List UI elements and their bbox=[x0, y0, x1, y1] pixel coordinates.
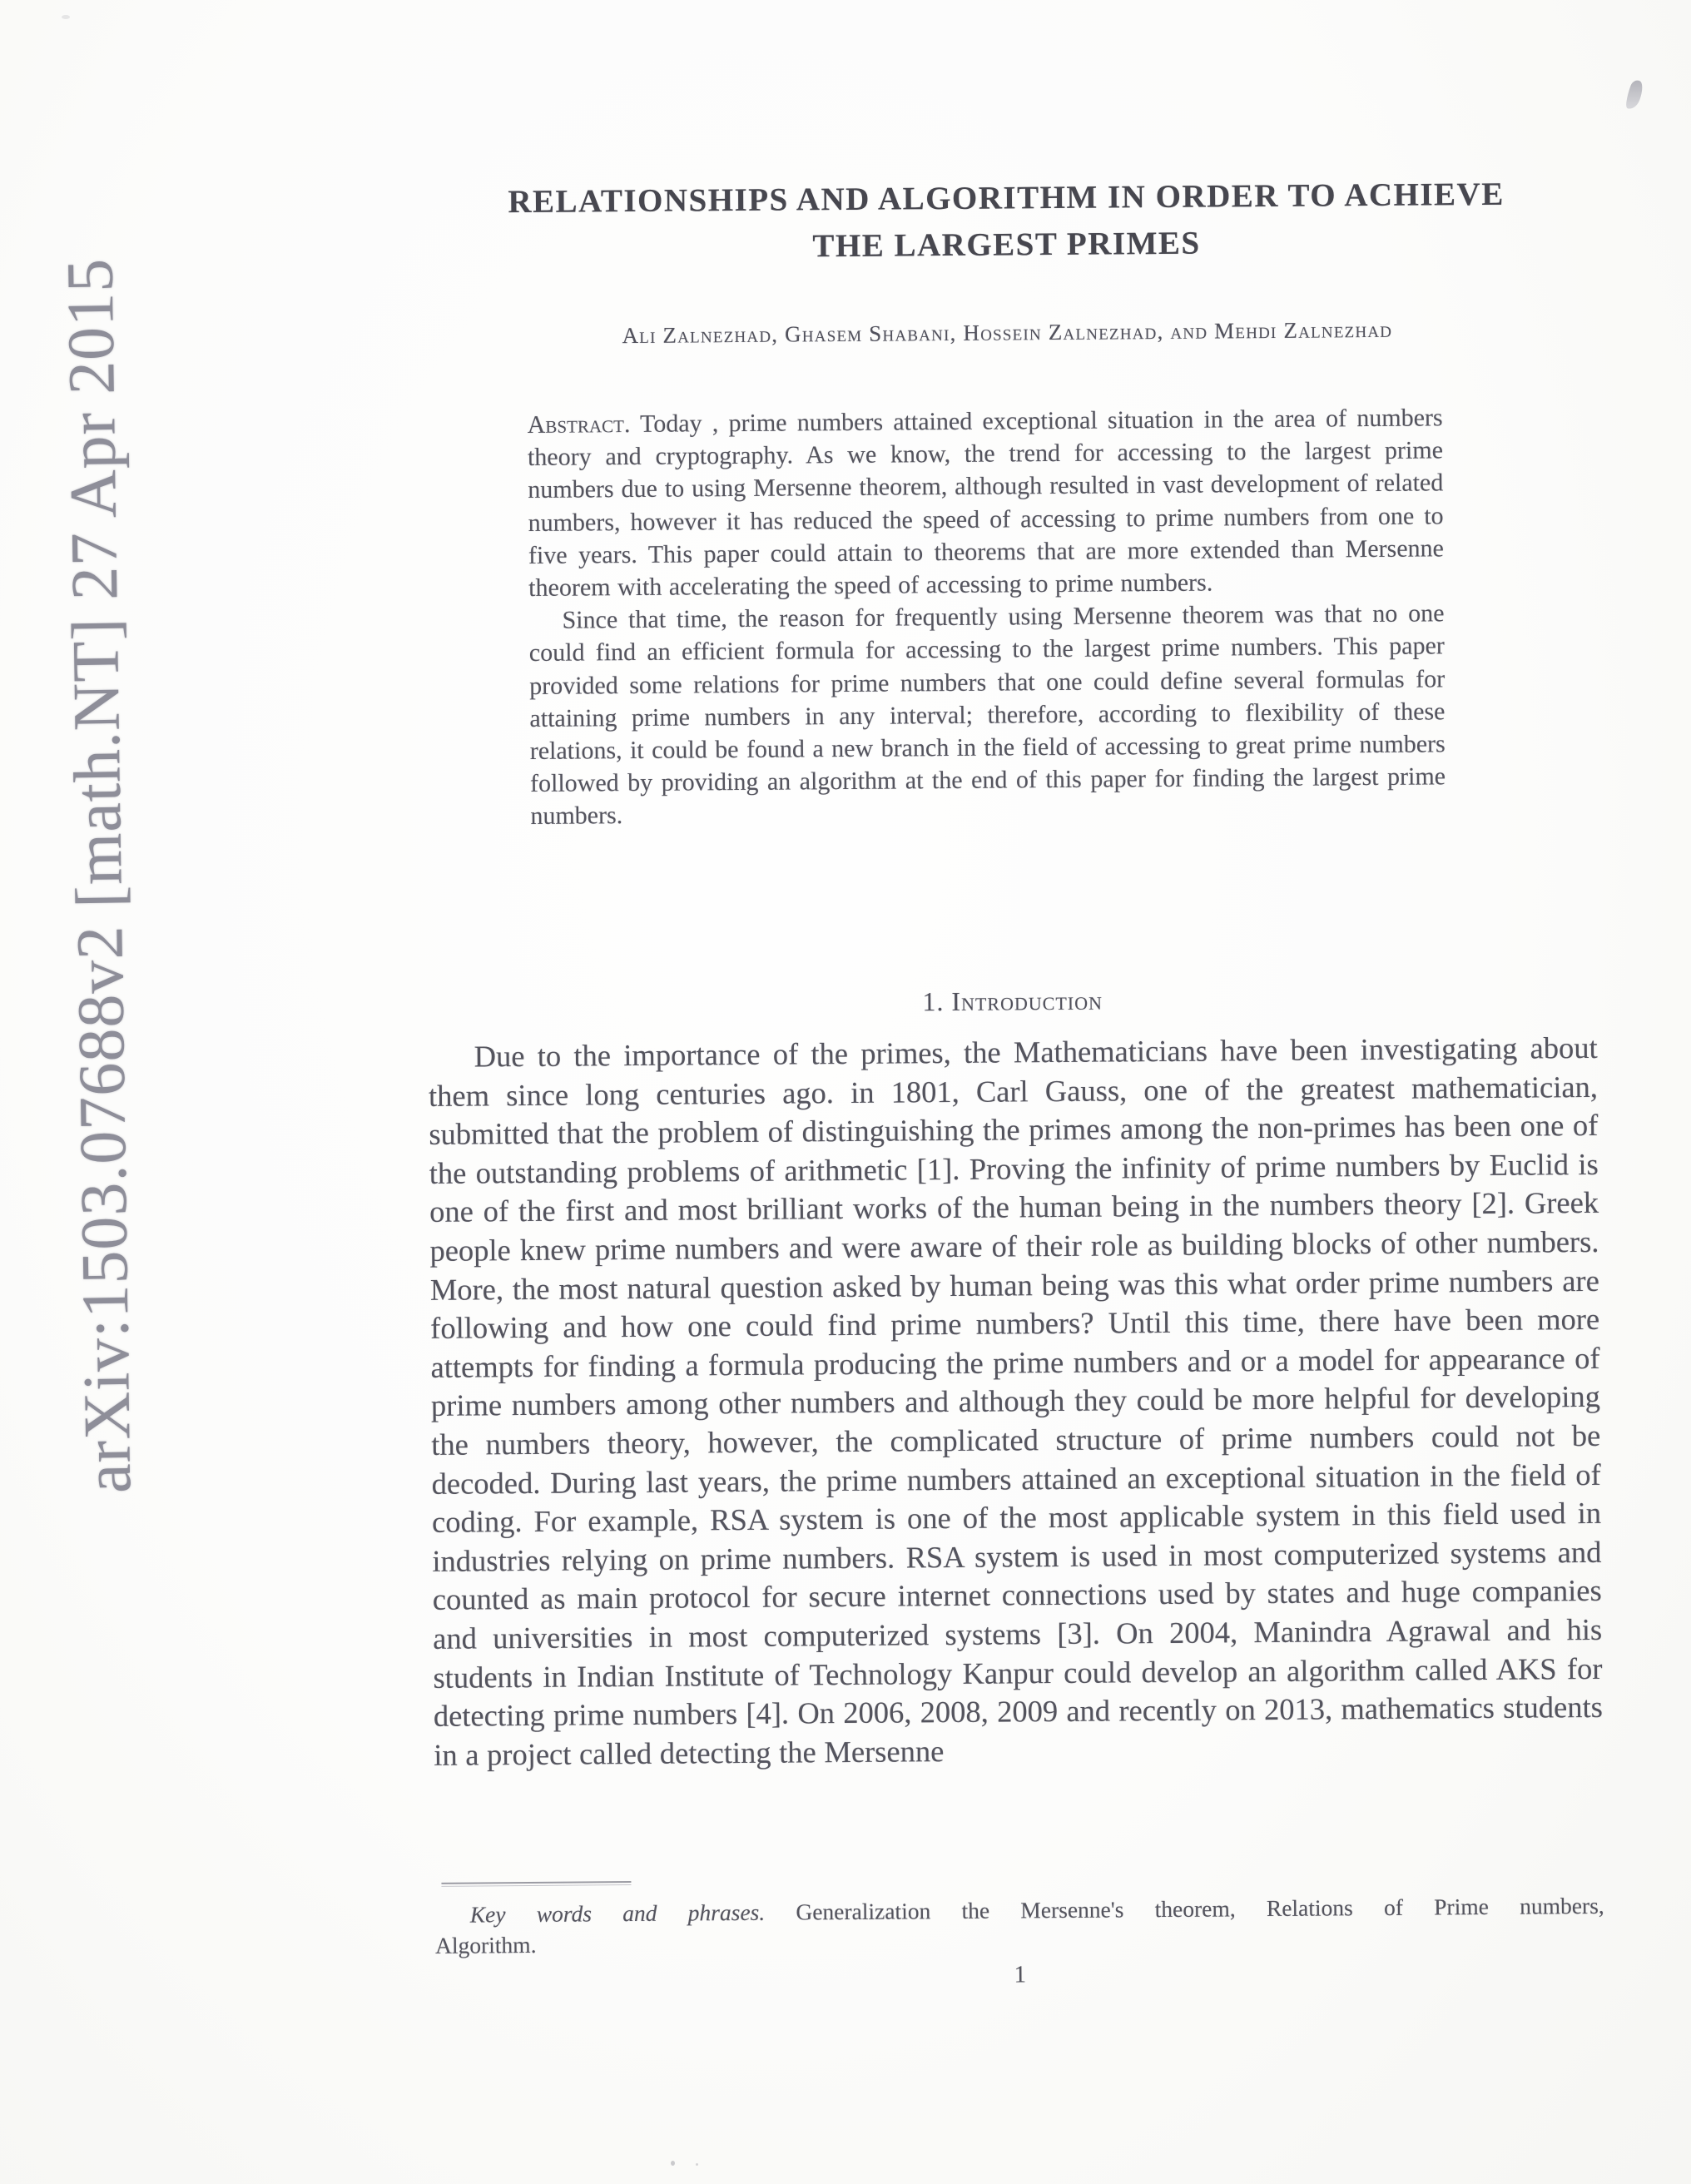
scan-speck bbox=[671, 2161, 675, 2166]
scan-speck bbox=[62, 15, 70, 19]
paper-title-line1: RELATIONSHIPS AND ALGORITHM IN ORDER TO ACHIEVE bbox=[508, 176, 1505, 221]
abstract-paragraph-2: Since that time, the reason for frequently using Mersenne theorem was that no one could find an efficient formula for accessing to the largest prime numbers. This paper provided some relations for prime numbers that one could define several formulas for attaining prime numbers in any interval; therefore, according to flexibility of these relations, it could be found a new branch in the field of accessing to great prime numbers followed by providing an algorithm at the end of this paper for finding the largest prime numbers. bbox=[528, 599, 1446, 831]
abstract-text-1: Today , prime numbers attained exceptional situation in the area of numbers theory and cryptography. As we know, the trend for accessing to the largest prime numbers due to using Mersenne theorem, although resulted in vast development of related numbers, however it has reduced the speed of accessing to prime numbers from one to five years. This paper could attain to theorems that are more extended than Mersenne theorem with accelerating the speed of accessing to prime numbers. bbox=[527, 404, 1445, 602]
abstract-block bbox=[528, 401, 1446, 832]
authors-line: Ali Zalnezhad, Ghasem Shabani, Hossein Zalnezhad, and Mehdi Zalnezhad bbox=[622, 316, 1393, 349]
keywords-label: Key words and phrases. bbox=[469, 1899, 766, 1928]
section-heading-introduction: 1. Introduction bbox=[922, 985, 1103, 1017]
abstract-paragraph-1 bbox=[528, 401, 1445, 604]
keywords-text: Generalization the Mersenne's theorem, Relations of Prime numbers, bbox=[796, 1892, 1604, 1925]
keywords-footnote bbox=[435, 1890, 1605, 1961]
keywords-text-line2: Algorithm. bbox=[434, 1931, 537, 1958]
page-number: 1 bbox=[1014, 1961, 1027, 1988]
arxiv-watermark: arXiv:1503.07688v2 [math.NT] 27 Apr 2015 bbox=[53, 257, 146, 1494]
introduction-paragraph: Due to the importance of the primes, the Mathematicians have been investigating about them since long centuries ago. in 1801, Carl Gauss, one of the greatest mathematician, submitted that the problem of distinguishing the primes among the non-primes has been one of the outstanding problems of arithmetic [1]. Proving the infinity of prime numbers by Euclid is one of the first and most brilliant works of the human being in the numbers theory [2]. Greek people knew prime numbers and were aware of their role as building blocks of other numbers. More, the most natural question asked by human being was this what order prime numbers are following and how one could find prime numbers? Until this time, there have been more attempts for finding a formula producing the prime numbers and or a model for appearance of prime numbers among other numbers and although they could be more helpful for developing the numbers theory, however, the complicated structure of prime numbers could not be decoded. During last years, the prime numbers attained an exceptional situation in the field of coding. For example, RSA system is one of the most applicable system in this field used in industries relying on prime numbers. RSA system is used in most computerized systems and counted as main protocol for secure internet connections used by states and huge companies and universities in most computerized systems [3]. On 2004, Manindra Agrawal and his students in Indian Institute of Technology Kanpur could develop an algorithm called AKS for detecting prime numbers [4]. On 2006, 2008, 2009 and recently on 2013, mathematics students in a project called detecting the Mersenne bbox=[428, 1030, 1603, 1772]
abstract-label: Abstract. bbox=[527, 410, 631, 439]
paper-title-line2: THE LARGEST PRIMES bbox=[812, 225, 1201, 265]
paper-title bbox=[421, 171, 1591, 273]
scan-speck bbox=[696, 2163, 698, 2166]
footnote-rule bbox=[441, 1881, 631, 1887]
